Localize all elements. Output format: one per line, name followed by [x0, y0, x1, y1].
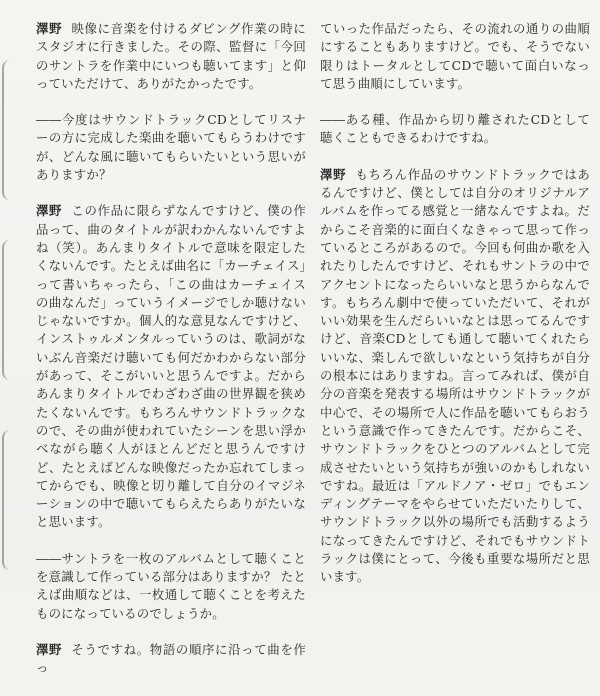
binding-ring-icon	[2, 240, 18, 380]
speaker-name: 澤野	[36, 641, 63, 657]
answer-text: 映像に音楽を付けるダビング作業の時にスタジオに行きました。その際、監督に「今回のサントラを作業中にいつも聴いてます」と仰っていただけて、ありがたかったです。	[36, 21, 307, 91]
left-column	[36, 20, 306, 696]
interview-answer	[36, 202, 306, 531]
binding-spine	[0, 0, 24, 586]
interview-answer-continued	[320, 20, 590, 93]
question-text: ――ある種、作品から切り離されたCDとして聴くこともできるわけですね。	[320, 112, 590, 146]
answer-text: この作品に限らずなんですけど、僕の作品って、曲のタイトルが訳わかんないんですよね（笑）。あんまりタイトルで意味を限定したくないんです。たとえば曲名に「カーチェイス」って書いちゃったら、「この曲はカーチェイスの曲なんだ」っていうイメージでしか聴けないじゃないですか。個人的な意見なんですけど、インストゥルメンタルっていうのは、歌詞がないぶん音楽だけ聴いても何だかわからない部分があって、そこがいいと思うんですよ。だからあんまりタイトルでわざわざ曲の世界観を狭めたくないんです。もちろんサウンドトラックなので、その曲が使われていたシーンを思い浮かべながら聴く人がほとんどだと思うんですけど、たとえばどんな映像だったか忘れてしまってからでも、映像と切り離して自分のイマジネーションの中で聴いてもらえたらありがたいなと思います。	[36, 203, 306, 530]
binding-ring-icon	[2, 430, 18, 570]
question-text: ――今度はサウンドトラックCDとしてリスナーの方に完成した楽曲を聴いてもらうわけですが、どんな風に聴いてもらいたいという思いがありますか？	[36, 112, 306, 183]
answer-text: そうですね。物語の順序に沿って曲を作っ	[36, 641, 306, 676]
interview-answer	[36, 20, 306, 93]
interview-answer	[36, 641, 306, 678]
right-column	[320, 20, 590, 605]
speaker-name: 澤野	[320, 166, 347, 182]
speaker-name: 澤野	[36, 203, 63, 219]
binding-ring-icon	[2, 60, 18, 200]
interview-answer	[320, 166, 590, 587]
question-text: ――サントラを一枚のアルバムとして聴くことを意識して作っている部分はありますか？ たとえば曲順などは、一枚通して聴くことを考えたものになっているのでしょうか。	[36, 550, 306, 621]
answer-text: ていった作品だったら、その流れの通りの曲順にすることもありますけど。でも、そうでない限りはトータルとしてCDで聴いて面白いなって思う曲順にしています。	[320, 21, 590, 91]
interview-question	[36, 550, 306, 623]
speaker-name: 澤野	[36, 21, 63, 36]
interview-question	[36, 111, 306, 184]
interview-question	[320, 111, 590, 148]
answer-text: もちろん作品のサウンドトラックではあるんですけど、僕としては自分のオリジナルアルバムを作ってる感覚と一緒なんですよね。だからこそ音楽的に面白くなきゃって思って作っているところがあるので。今回も何曲か歌を入れたりしたんですけど、それもサントラの中でアクセントになったらいいなと思うからなんです。もちろん劇中で使っていただいて、それがいい効果を生んだらいいなとは思ってるんですけど、音楽CDとしても通して聴いてくれたらいいな、楽しんで欲しいなという気持ちが自分の根本にはありますね。言ってみれば、僕が自分の音楽を発表する場所はサウンドトラックが中心で、その場所で人に作品を聴いてもらおうという意識で作ってきたんです。だからこそ、サウンドトラックをひとつのアルバムとして完成させたいという気持ちが強いのかもしれないですね。最近は「アルドノア・ゼロ」でもエンディングテーマをやらせていただいたりして、サウンドトラック以外の場所でも活動するようになってきたんですけど、それでもサウンドトラックは僕にとって、今後も重要な場所だと思います。	[320, 166, 591, 585]
